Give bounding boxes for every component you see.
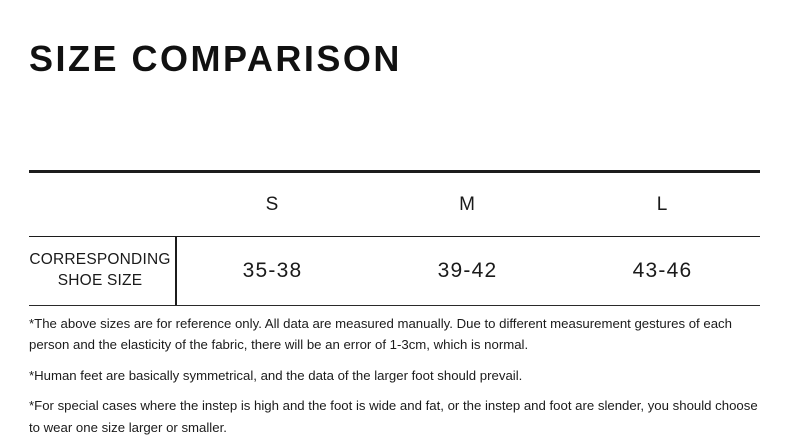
value-size-m: 39-42: [437, 259, 498, 282]
notes-section: [29, 313, 764, 438]
row-label-corresponding-shoe-size: [29, 250, 175, 292]
value-size-s: 35-38: [242, 259, 303, 282]
size-comparison-table: [29, 170, 760, 306]
page-title: SIZE COMPARISON: [29, 38, 402, 79]
value-size-l: 43-46: [632, 259, 693, 282]
table-header-row: [29, 173, 760, 236]
row-label-line-1: CORRESPONDING: [29, 251, 171, 269]
note-special-cases: *For special cases where the instep is high and the foot is wide and fat, or the instep and foot are slender, you should choose to wear one size larger or smaller.: [29, 398, 758, 435]
note-foot-symmetry: *Human feet are basically symmetrical, and the data of the larger foot should prevail.: [29, 367, 523, 383]
table-bottom-rule: [29, 305, 760, 306]
header-size-l: L: [656, 193, 669, 215]
table-vertical-divider: [175, 237, 177, 305]
header-size-m: M: [459, 193, 476, 215]
table-row: [29, 237, 760, 305]
note-measurement-tolerance: *The above sizes are for reference only. All data are measured manually. Due to different measurement gestures of each person and the elasticity of the fabric, there will be an error of 1-3cm, which is normal.: [29, 316, 732, 353]
row-label-line-2: SHOE SIZE: [57, 272, 143, 289]
header-size-s: S: [265, 193, 280, 215]
